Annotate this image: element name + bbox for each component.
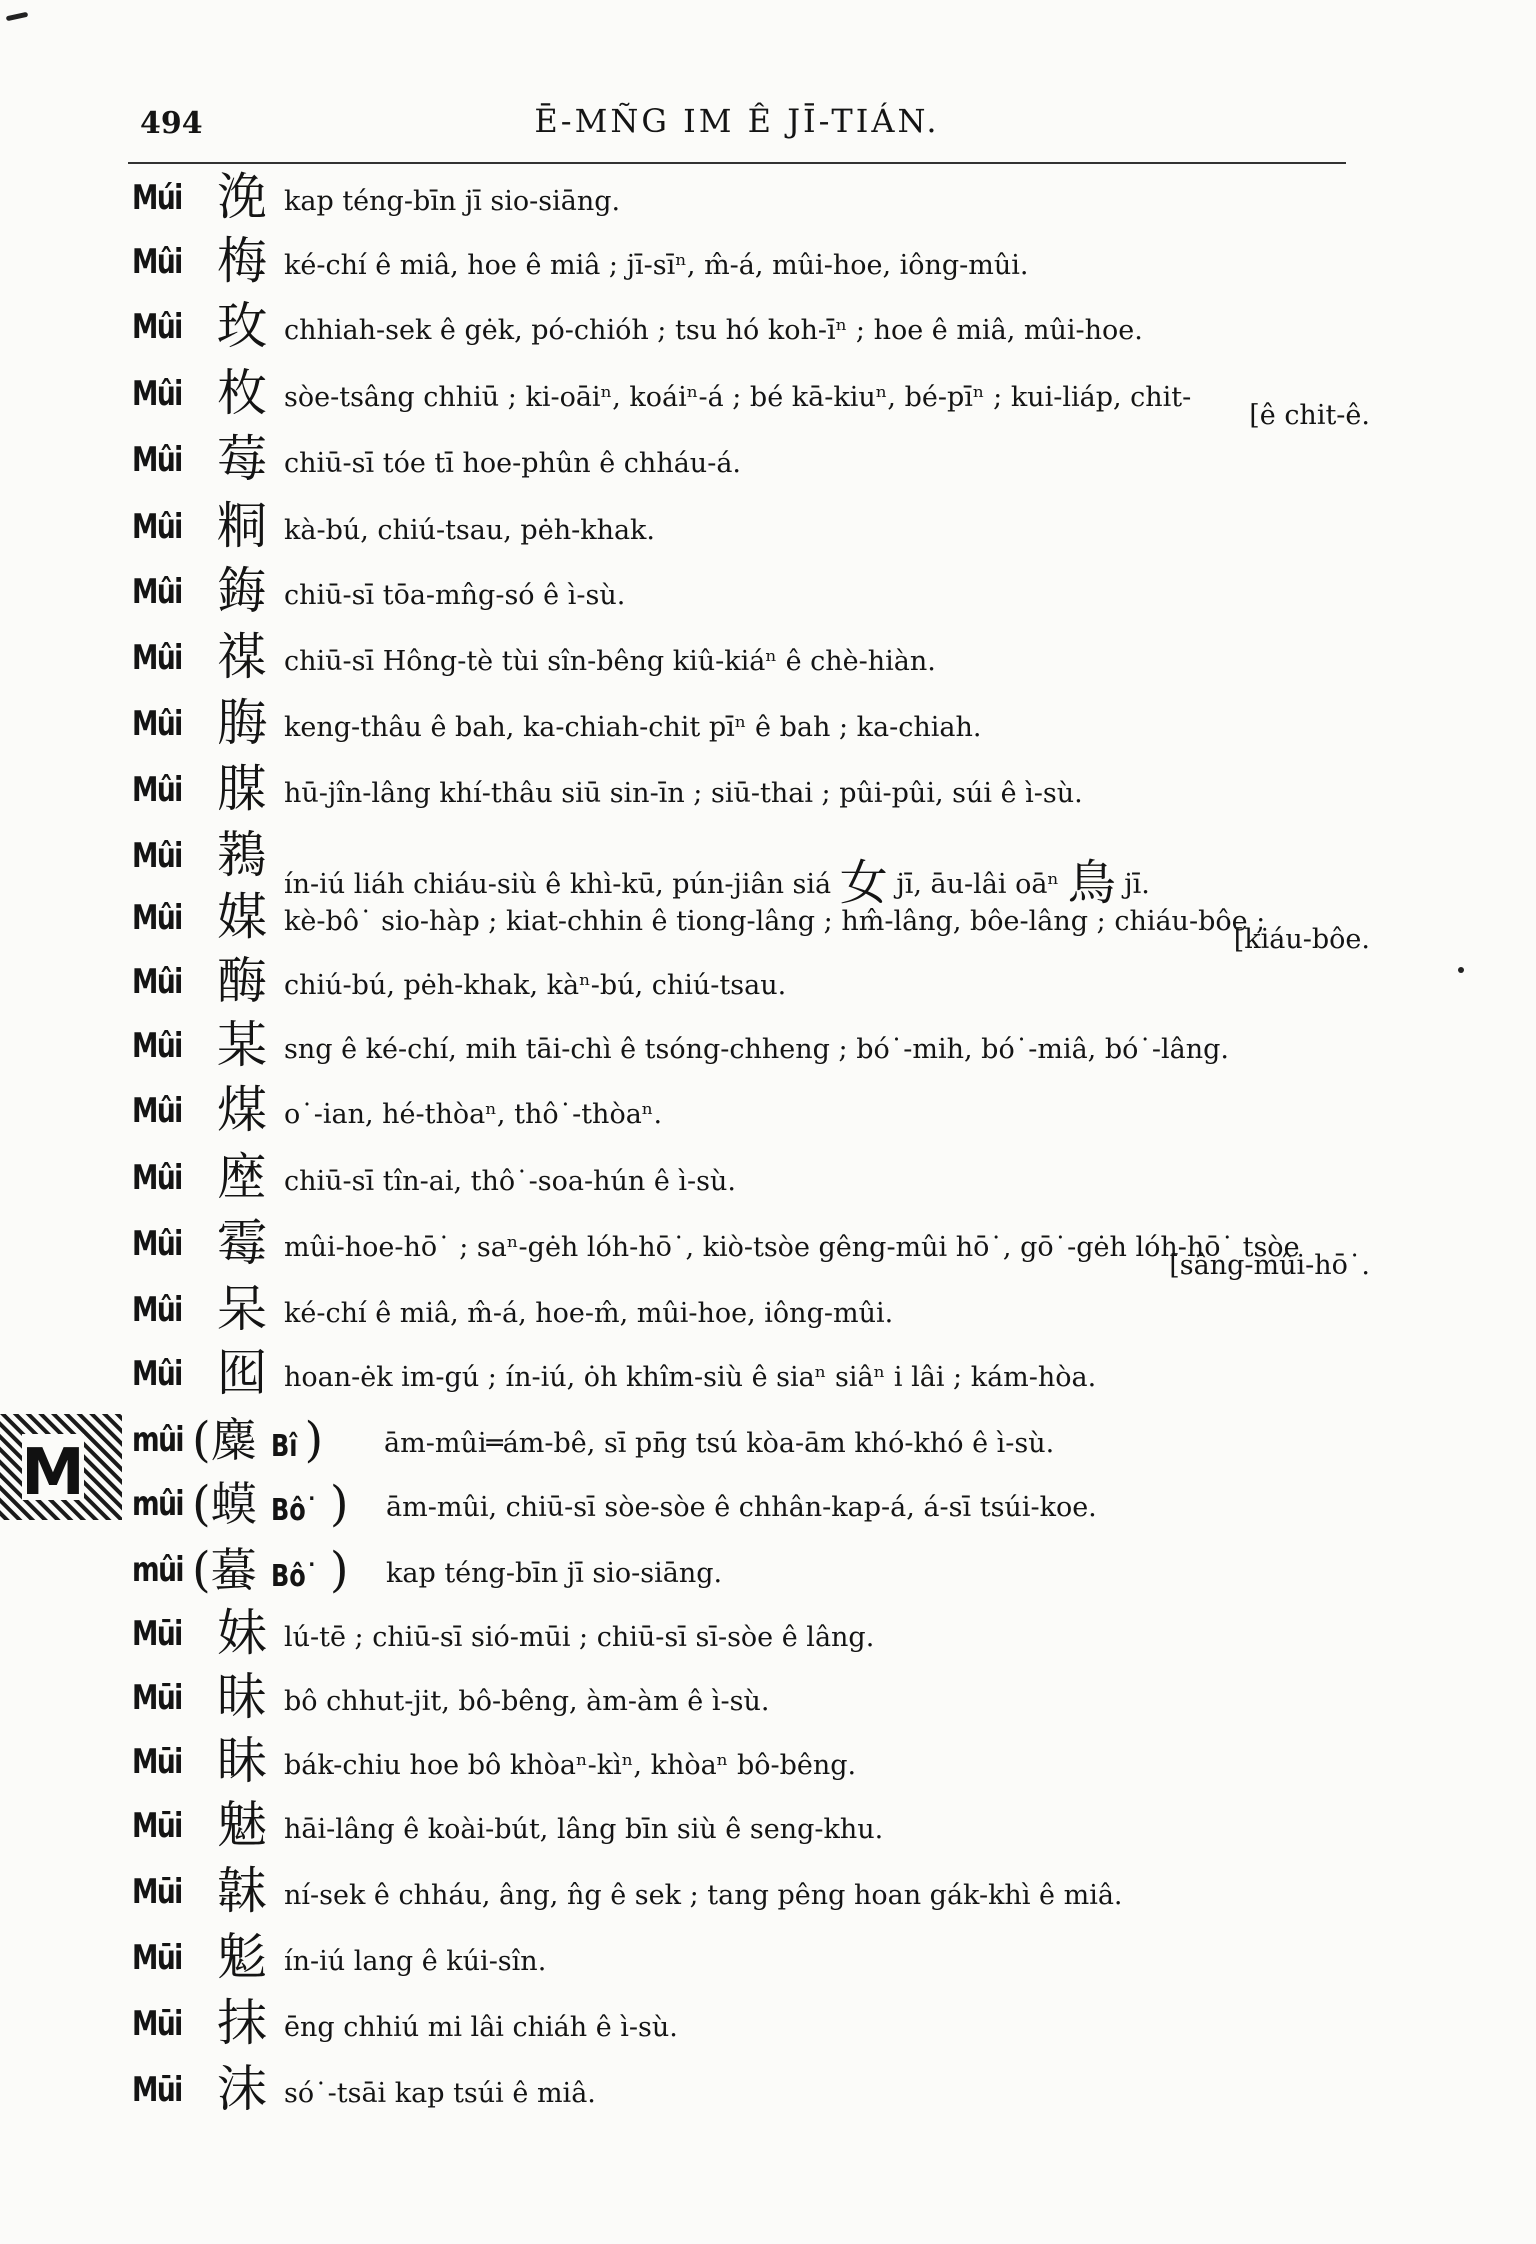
entry-definition-text: kà-bú, chiú-tsau, pėh-khak. [284, 515, 655, 546]
dictionary-entry [128, 760, 1378, 822]
entry-definition-text: ín-iú lang ê kúi-sîn. [284, 1946, 547, 1977]
entry-definition [284, 1814, 883, 1845]
entry-headword: Mūi [132, 2004, 182, 2044]
dictionary-entry [128, 1410, 1378, 1472]
entry-definition [284, 1232, 1300, 1263]
entry-headword: Mûi [132, 1158, 182, 1198]
dictionary-entry [128, 1928, 1378, 1990]
entry-character: 浼 [217, 168, 267, 226]
inline-character: 鳥 [1067, 855, 1116, 911]
entry-character-crossref [192, 1478, 349, 1537]
entry-character: 麋 [210, 1413, 257, 1467]
entry-headword: Mūi [132, 1938, 182, 1978]
entry-character: 莓 [217, 430, 267, 488]
dictionary-entry [128, 1214, 1378, 1281]
entry-definition [284, 186, 620, 217]
entry-character: 禖 [217, 628, 267, 686]
entry-reference-reading: Bô˙ [271, 1559, 319, 1594]
entry-definition [284, 1622, 874, 1653]
entry-headword: mûi [132, 1484, 183, 1524]
entry-definition-text: ām-mûi, chiū-sī sòe-sòe ê chhân-kap-á, á-sī tsúi-koe. [386, 1492, 1097, 1523]
entry-character: 沫 [217, 2060, 267, 2118]
inline-character: 女 [839, 855, 888, 911]
dictionary-entry [128, 430, 1378, 492]
close-paren: ) [329, 1476, 349, 1532]
open-paren: ( [192, 1412, 211, 1468]
entry-definition-text: hāi-lâng ê koài-bút, lâng bīn siù ê seng-khu. [284, 1814, 884, 1845]
entry-definition-text: chhiah-sek ê gėk, pó-chióh ; tsu hó koh-īⁿ ; hoe ê miâ, mûi-hoe. [284, 315, 1143, 346]
dictionary-entry [128, 1540, 1378, 1602]
entry-definition-text: ní-sek ê chháu, âng, n̂g ê sek ; tang pêng hoan gák-khì ê miâ. [284, 1880, 1123, 1911]
close-paren: ) [329, 1542, 349, 1598]
dictionary-entry [128, 952, 1378, 1014]
entry-headword: Mûi [132, 836, 182, 876]
entry-definition [284, 580, 625, 611]
entry-definition [284, 906, 1265, 937]
entry-definition [384, 1428, 1054, 1459]
entry-definition-text: bô chhut-jit, bô-bêng, àm-àm ê ì-sù. [284, 1686, 770, 1717]
entry-definition-text: lú-tē ; chiū-sī sió-mūi ; chiū-sī sī-sòe ê lâng. [284, 1622, 875, 1653]
entry-definition [284, 382, 1191, 413]
entry-definition [284, 1686, 769, 1717]
entry-definition-text: chiū-sī tóe tī hoe-phûn ê chháu-á. [284, 448, 741, 479]
entry-definition-text: chiū-sī tōa-mn̂g-só ê ì-sù. [284, 580, 626, 611]
entry-character: 玫 [217, 297, 267, 355]
entry-character: 鬽 [217, 1928, 267, 1986]
entry-character: 粡 [217, 497, 267, 555]
entry-character: 霉 [217, 1214, 267, 1272]
entry-definition-text: chiú-bú, pėh-khak, kàⁿ-bú, chiú-tsau. [284, 970, 787, 1001]
dictionary-entry [128, 826, 1378, 911]
entry-character: 梅 [217, 232, 267, 290]
entry-definition-text: sng ê ké-chí, mih tāi-chì ê tsóng-chheng ; bó˙-mih, bó˙-miâ, bó˙-lâng. [284, 1034, 1229, 1065]
entry-definition-text: bák-chiu hoe bô khòaⁿ-kìⁿ, khòaⁿ bô-bêng. [284, 1750, 857, 1781]
entry-headword: Mûi [132, 1026, 182, 1066]
entry-definition [284, 970, 786, 1001]
entry-character: 媒 [217, 888, 267, 946]
entry-character: 鋂 [217, 562, 267, 620]
running-title: Ē-MÑG IM Ê JĪ-TIÁN. [534, 102, 940, 140]
entry-headword: Mûi [132, 770, 182, 810]
entry-definition [284, 646, 936, 677]
entry-headword: Mûi [132, 638, 182, 678]
entry-headword: Mûi [132, 1290, 182, 1330]
open-paren: ( [192, 1542, 211, 1598]
entry-headword: Mûi [132, 704, 182, 744]
entry-definition-text: jī, āu-lâi oāⁿ [887, 869, 1068, 900]
entry-character-crossref [192, 1414, 323, 1473]
entry-definition [284, 515, 655, 546]
entry-character: 煤 [217, 1081, 267, 1139]
dictionary-entry [128, 562, 1378, 624]
entry-headword: Múi [132, 178, 182, 218]
dictionary-entry [128, 1862, 1378, 1924]
dictionary-entry [128, 1604, 1378, 1666]
thumb-index-letter: M [21, 1436, 85, 1510]
entry-definition-text: ké-chí ê miâ, hoe ê miâ ; jī-sīⁿ, m̂-á, mûi-hoe, iông-mûi. [284, 250, 1029, 281]
entry-character: 呆 [217, 1280, 267, 1338]
entry-headword: Mūi [132, 1872, 182, 1912]
page-number: 494 [140, 106, 203, 141]
entry-character-crossref [192, 1544, 349, 1603]
entry-headword: Mûi [132, 374, 182, 414]
entry-definition-text: hoan-ėk im-gú ; ín-iú, ȯh khîm-siù ê siaⁿ siâⁿ i lâi ; kám-hòa. [284, 1362, 1097, 1393]
entry-definition [284, 1362, 1096, 1393]
entry-definition-text: keng-thâu ê bah, ka-chiah-chit pīⁿ ê bah ; ka-chiah. [284, 712, 982, 743]
entry-definition [284, 1750, 856, 1781]
entry-headword: Mûi [132, 1354, 182, 1394]
entry-definition-text: ín-iú liáh chiáu-siù ê khì-kū, pún-jiân siá [284, 869, 832, 900]
dictionary-entry [128, 888, 1378, 955]
entry-character: 囮 [217, 1344, 267, 1402]
entry-definition-text: só˙-tsāi kap tsúi ê miâ. [284, 2078, 596, 2109]
dictionary-entry [128, 497, 1378, 559]
entry-headword: Mûi [132, 962, 182, 1002]
entry-headword: Mûi [132, 507, 182, 547]
entry-definition [284, 1880, 1123, 1911]
dictionary-entry [128, 232, 1378, 294]
entry-headword: Mūi [132, 1742, 182, 1782]
entry-definition [284, 1298, 893, 1329]
entry-definition-text: ām-mûi═ám-bê, sī pn̄g tsú kòa-ām khó-khó ê ì-sù. [384, 1428, 1055, 1459]
entry-headword: mûi [132, 1550, 183, 1590]
dictionary-entry [128, 1474, 1378, 1536]
entry-headword: Mūi [132, 2070, 182, 2110]
entry-definition-text: mûi-hoe-hō˙ ; saⁿ-gėh lóh-hō˙, kiò-tsòe gêng-mûi hō˙, gō˙-gėh lóh-hō˙ tsòe [284, 1232, 1300, 1263]
entry-definition [284, 315, 1143, 346]
entry-definition [284, 250, 1029, 281]
entry-definition [284, 778, 1083, 809]
dictionary-entry [128, 364, 1378, 431]
entry-definition-text: hū-jîn-lâng khí-thâu siū sin-īn ; siū-thai ; pûi-pûi, súi ê ì-sù. [284, 778, 1083, 809]
entry-definition-text: o˙-ian, hé-thòaⁿ, thô˙-thòaⁿ. [284, 1099, 663, 1130]
entry-definition-text: ké-chí ê miâ, m̂-á, hoe-m̂, mûi-hoe, iông-mûi. [284, 1298, 894, 1329]
entry-definition [386, 1558, 722, 1589]
dictionary-entry [128, 1016, 1378, 1078]
entry-character: 妹 [217, 1604, 267, 1662]
entry-continuation: [kiáu-bôe. [1233, 924, 1370, 955]
entry-definition-text: chiū-sī tîn-ai, thô˙-soa-hún ê ì-sù. [284, 1166, 736, 1197]
entry-character: 蟇 [210, 1543, 257, 1597]
dictionary-entry [128, 1344, 1378, 1406]
entry-definition-text: chiū-sī Hông-tè tùi sîn-bêng kiû-kiáⁿ ê chè-hiàn. [284, 646, 936, 677]
entry-headword: Mûi [132, 440, 182, 480]
entry-character: 塺 [217, 1148, 267, 1206]
entry-character: 酶 [217, 952, 267, 1010]
entry-character: 脢 [217, 694, 267, 752]
dictionary-entry [128, 1148, 1378, 1210]
dictionary-entry [128, 297, 1378, 359]
dictionary-entry [128, 694, 1378, 756]
entry-character: 某 [217, 1016, 267, 1074]
entry-continuation: [ê chit-ê. [1249, 400, 1370, 431]
entry-headword: Mûi [132, 1091, 182, 1131]
entry-reference-reading: Bô˙ [271, 1493, 319, 1528]
dictionary-entry [128, 1732, 1378, 1794]
entry-definition-text: kap téng-bīn jī sio-siāng. [386, 1558, 723, 1589]
entry-character: 蟆 [210, 1477, 257, 1531]
entry-definition [284, 2012, 678, 2043]
open-paren: ( [192, 1476, 211, 1532]
entry-character: 鶜 [217, 826, 267, 884]
entry-headword: Mūi [132, 1806, 182, 1846]
entry-definition [284, 1166, 736, 1197]
entry-definition [386, 1492, 1097, 1523]
entry-character: 枚 [217, 364, 267, 422]
dictionary-entry [128, 1796, 1378, 1858]
entry-definition-text: ēng chhiú mi lâi chiáh ê ì-sù. [284, 2012, 678, 2043]
entry-headword: Mūi [132, 1614, 182, 1654]
close-paren: ) [304, 1412, 324, 1468]
dictionary-entry [128, 1081, 1378, 1143]
entry-continuation: [sâng-mûi-hō˙. [1169, 1250, 1370, 1281]
entry-definition [284, 448, 741, 479]
entry-headword: Mûi [132, 307, 182, 347]
entry-definition [284, 1034, 1229, 1065]
entry-character: 昧 [217, 1668, 267, 1726]
entry-headword: mûi [132, 1420, 183, 1460]
entry-character: 抹 [217, 1994, 267, 2052]
entry-reference-reading: Bî [271, 1429, 298, 1464]
entry-definition-text: kap téng-bīn jī sio-siāng. [284, 186, 621, 217]
entry-headword: Mûi [132, 898, 182, 938]
dictionary-entry [128, 1280, 1378, 1342]
entry-headword: Mûi [132, 242, 182, 282]
entry-definition-text: sòe-tsâng chhiū ; ki-oāiⁿ, koáiⁿ-á ; bé kā-kiuⁿ, bé-pīⁿ ; kui-liáp, chit- [284, 382, 1192, 413]
entry-character: 腜 [217, 760, 267, 818]
entry-character: 眛 [217, 1732, 267, 1790]
entry-character: 韎 [217, 1862, 267, 1920]
dictionary-entry [128, 1994, 1378, 2056]
entry-definition-text: kè-bô˙ sio-hàp ; kiat-chhin ê tiong-lâng ; hm̂-lâng, bôe-lâng ; chiáu-bôe ; [284, 906, 1266, 937]
entry-definition-text: jī. [1115, 869, 1150, 900]
dictionary-entry [128, 628, 1378, 690]
entry-headword: Mûi [132, 1224, 182, 1264]
entry-definition [284, 712, 981, 743]
entry-headword: Mûi [132, 572, 182, 612]
entry-definition [284, 1946, 546, 1977]
entry-definition [284, 2078, 596, 2109]
dictionary-entry [128, 2060, 1378, 2122]
entry-definition [284, 1099, 662, 1130]
dictionary-entry [128, 168, 1378, 230]
entry-character: 魅 [217, 1796, 267, 1854]
dictionary-entry [128, 1668, 1378, 1730]
entry-headword: Mūi [132, 1678, 182, 1718]
